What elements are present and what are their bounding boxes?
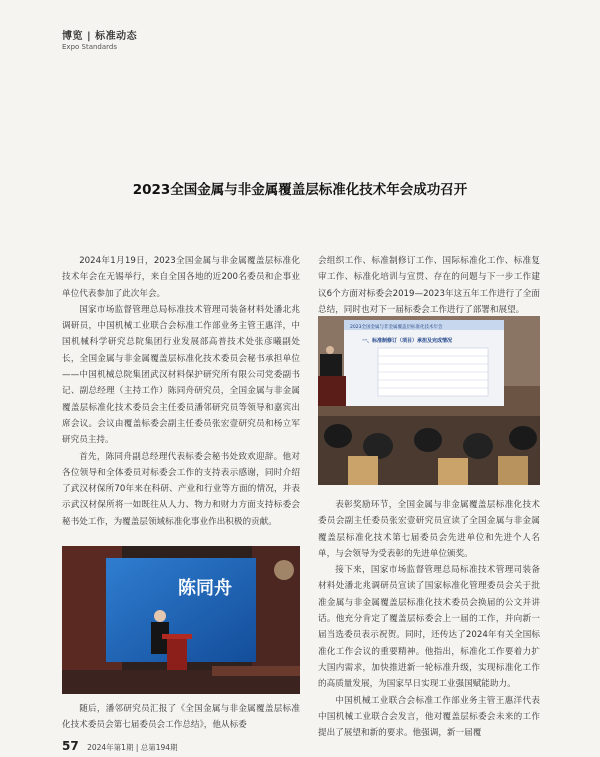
article-title: 2023全国金属与非金属覆盖层标准化技术年会成功召开	[132, 182, 468, 198]
paragraph: 随后，潘邻研究员汇报了《全国金属与非金属覆盖层标准化技术委员会第七届委员会工作总结》，他从标委	[62, 704, 300, 731]
paragraph: 中国机械工业联合会标准工作部业务主管王惠洋代表中国机械工业联合会发言，他对覆盖层标委会未来的工作提出了展望和新的要求。他强调，新一届覆	[318, 695, 540, 739]
paragraph: 会组织工作、标准制修订工作、国际标准化工作、标准复审工作、标准化培训与宣贯、存在的问题与下一步工作建议6个方面对标委会2019—2023年这五年工作进行了全面总结，同时也对下一届标委会工作进行了部署和展望。	[318, 256, 540, 315]
article-column-left-top	[62, 253, 300, 530]
page-number: 57	[62, 739, 79, 753]
section-label: 博览 | 标准动态	[62, 31, 138, 42]
paragraph: 表彰奖励环节，全国金属与非金属覆盖层标准化技术委员会副主任委员张宏壹研究员宣读了全国金属与非金属覆盖层标准化技术第七届委员会先进单位和先进个人名单，与会领导为受表彰的先进单位颁奖。	[318, 500, 540, 559]
meeting-photo	[318, 316, 540, 485]
article-column-right-bottom	[318, 497, 540, 741]
screen-title: 一、标准制修订（项目）承担及完成情况	[362, 338, 453, 344]
speaker-photo-image	[62, 546, 300, 694]
issue-info: 2024年第1期 | 总第194期	[87, 743, 178, 752]
section-header	[62, 27, 137, 51]
article-column-left-bottom	[62, 701, 300, 734]
section-label-en: Expo Standards	[62, 43, 118, 51]
paragraph: 国家市场监督管理总局标准技术管理司装备材料处潘北兆调研员，中国机械工业联合会标准工作部业务主管王惠洋，中国机械科学研究总院集团行业发展部高普技术处张彦曦副处长，全国金属与非金属覆盖层标准化技术委员会秘书承担单位——中国机械总院集团武汉材料保护研究所有限公司党委副书记、副总经理（主持工作）陈同舟研究员，全国金属与非金属覆盖层标准化技术委员会主任委员潘邻研究员等领导和嘉宾出席会议。会议由覆盖标委会副主任委员张宏壹研究员和杨立军研究员主持。	[62, 304, 300, 446]
meeting-photo-image	[318, 316, 540, 485]
nameplate-text: 陈同舟	[178, 578, 232, 599]
paragraph: 2024年1月19日，2023全国金属与非金属覆盖层标准化技术年会在无锡举行，来自全国各地的近200名委员和企事业单位代表参加了此次年会。	[62, 256, 300, 299]
article-column-right-top	[318, 253, 540, 318]
speaker-photo	[62, 546, 300, 694]
paragraph: 首先，陈同舟副总经理代表标委会秘书处致欢迎辞。他对各位领导和全体委员对标委会工作的支持表示感谢，同时介绍了武汉材保所70年来在科研、产业和行业等方面的情况，并表示武汉材保所将一如既往从人力、物力和财力方面支持标委会秘书处工作，为覆盖层领域标准化事业作出积极的贡献。	[62, 451, 300, 527]
page-footer	[62, 739, 178, 753]
screen-banner: 2023全国金属与非金属覆盖层标准化技术年会	[350, 325, 443, 330]
paragraph: 接下来，国家市场监督管理总局标准技术管理司装备材料处潘北兆调研员宣读了国家标准化管理委员会关于批准金属与非金属覆盖层标准化技术委员会换届的公文并讲话。他充分肯定了覆盖层标委会上一届的工作，并向新一届当选委员表示祝贺。同时，还传达了2024年有关全国标准化工作会议的重要精神。他指出，标准化工作要着力扩大国内需求，加快推进新一轮标准升级，实现标准化工作的高质量发展，为国家早日实现工业强国赋能助力。	[318, 565, 540, 690]
